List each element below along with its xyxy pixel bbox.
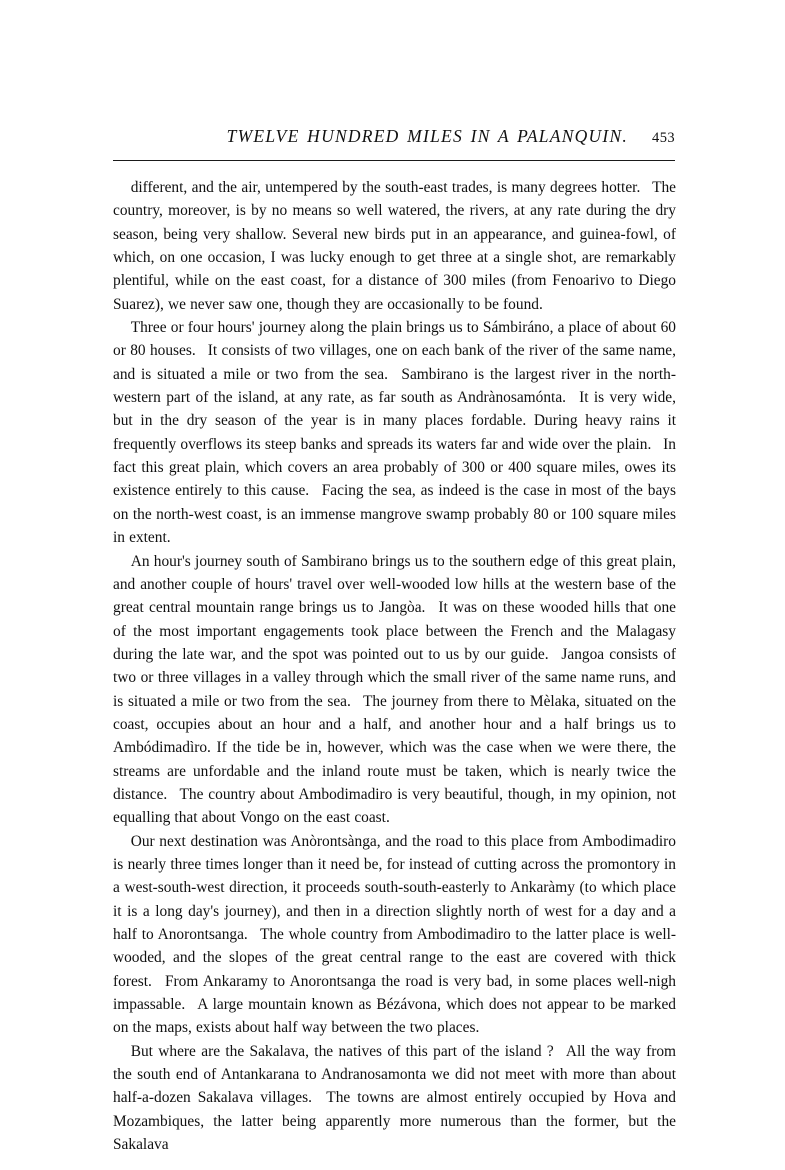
header-rule <box>113 160 675 161</box>
header-row <box>113 126 675 147</box>
paragraph: different, and the air, untempered by the south-east trades, is many degrees hotter. The country, moreover, is by no means so well watered, the rivers, at any rate during the dry season, being very shallow. Several new birds put in an appearance, and guinea-fowl, of which, on one occasion, I was lucky enough to get three at a single shot, are remarkably plentiful, while on the east coast, for a distance of 300 miles (from Fenoarivo to Diego Suarez), we never saw one, though they are occasionally to be found. <box>113 179 676 313</box>
body-text <box>113 176 676 1156</box>
running-head-title: TWELVE HUNDRED MILES IN A PALANQUIN. <box>226 126 629 146</box>
page-number: 453 <box>652 130 675 146</box>
paragraph: An hour's journey south of Sambirano brings us to the southern edge of this great plain, and another couple of hours' travel over well-wooded low hills at the western base of the great central mountain range brings us to Jangòa. It was on these wooded hills that one of the most important engagements took place between the French and the Malagasy during the late war, and the spot was pointed out to us by our guide. Jangoa consists of two or three villages in a valley through which the small river of the same name runs, and is situated a mile or two from the sea. The journey from there to Mèlaka, situated on the coast, occupies about an hour and a half, and another hour and a half brings us to Ambódimadìro. If the tide be in, however, which was the case when we were there, the streams are unfordable and the inland route must be taken, which is nearly twice the distance. The country about Ambodimadiro is very beautiful, though, in my opinion, not equalling that about Vongo on the east coast. <box>113 552 676 827</box>
paragraph: Our next destination was Anòrontsànga, and the road to this place from Ambodimadiro is nearly three times longer than it need be, for instead of cutting across the promontory in a west-south-west direction, it proceeds south-south-easterly to Ankaràmy (to which place it is a long day's journey), and then in a direction slightly north of west for a day and a half to Anorontsanga. The whole country from Ambodimadiro to the latter place is well-wooded, and the slopes of the great central range to the east are covered with thick forest. From Ankaramy to Anorontsanga the road is very bad, in some places well-nigh impassable. A large mountain known as Bézávona, which does not appear to be marked on the maps, exists about half way between the two places. <box>113 832 676 1037</box>
paragraph: But where are the Sakalava, the natives of this part of the island ? All the way from the south end of Antankarana to Andranosamonta we did not meet with more than about half-a-dozen Sakalava villages. The towns are almost entirely occupied by Hova and Mozambiques, the latter being apparently more numerous than the former, but the Sakalava <box>113 1042 676 1154</box>
page-header <box>113 126 675 147</box>
paragraph: Three or four hours' journey along the plain brings us to Sámbiráno, a place of about 60 or 80 houses. It consists of two villages, one on each bank of the river of the same name, and is situated a mile or two from the sea. Sambirano is the largest river in the north-western part of the island, at any rate, as far south as Andrànosamónta. It is very wide, but in the dry season of the year is in many places fordable. During heavy rains it frequently overflows its steep banks and spreads its waters far and wide over the plain. In fact this great plain, which covers an area probably of 300 or 400 square miles, owes its existence entirely to this cause. Facing the sea, as indeed is the case in most of the bays on the north-west coast, is an immense mangrove swamp probably 80 or 100 square miles in extent. <box>113 319 676 547</box>
